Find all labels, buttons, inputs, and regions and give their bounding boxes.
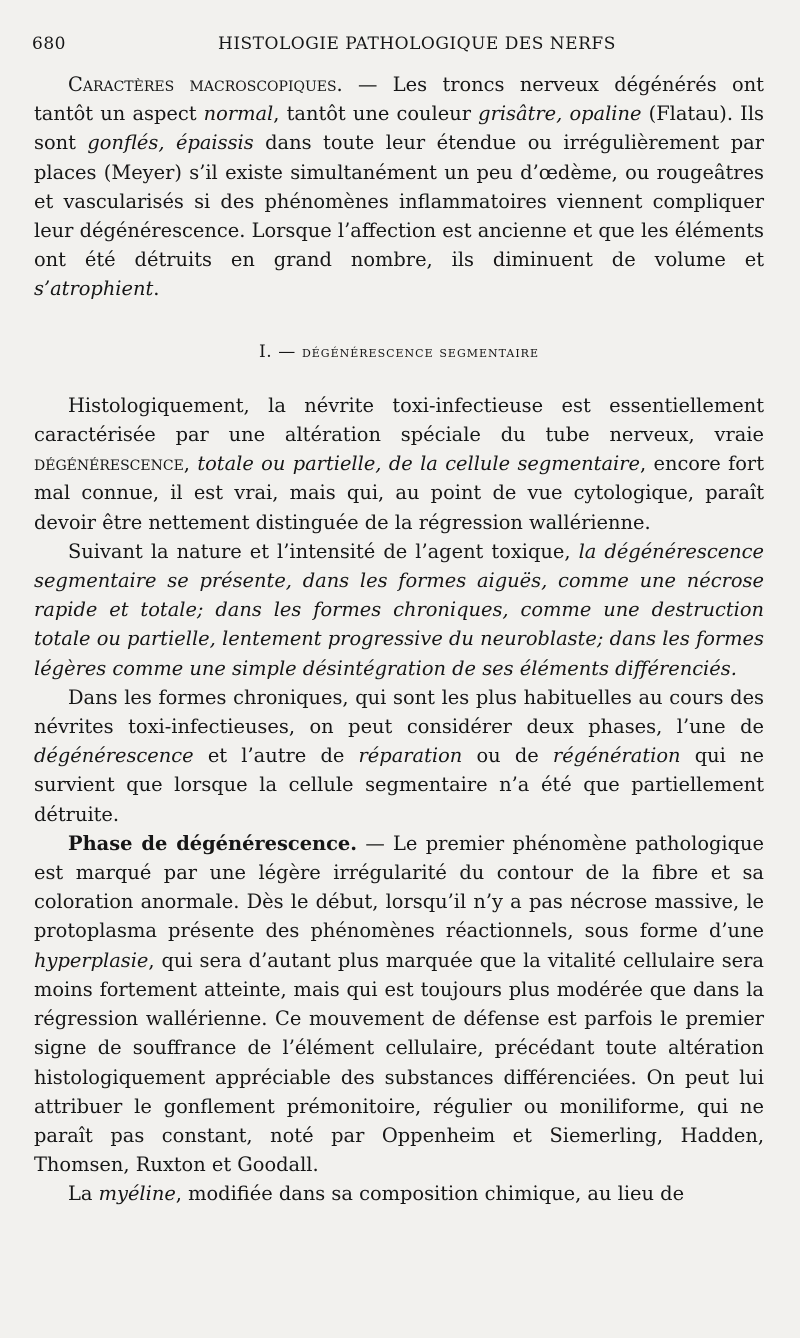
italic-run: s’atrophient <box>34 277 154 301</box>
paragraph-histology <box>34 391 764 537</box>
text-run: — Les troncs nerveux dégénérés ont tantôt un aspect <box>34 73 764 126</box>
italic-run: myéline <box>98 1182 176 1206</box>
text-run: dans toute leur étendue ou irrégulièrement par places (Meyer) s’il existe simultanément un peu d’œdème, ou rougeâtres et vascularisés si des phénomènes inflammatoires viennent compliquer leur dégénérescence. Lorsque l’affection est ancienne et que les éléments ont été détruits en grand nombre, ils diminuent de volume et <box>34 131 764 272</box>
text-run: ou de <box>462 744 553 768</box>
small-caps-run: dégénérescence <box>34 452 184 476</box>
paragraph-macroscopic <box>34 70 764 304</box>
text-run: , encore fort mal connue, il est vrai, mais qui, au point de vue cytologique, paraît devoir être nettement distinguée de la régression wallérienne. <box>34 452 764 534</box>
running-title: HISTOLOGIE PATHOLOGIQUE DES NERFS <box>218 34 616 54</box>
text-run: , qui sera d’autant plus marquée que la vitalité cellulaire sera moins fortement atteinte, mais qui est toujours plus modérée que dans la régression wallérienne. Ce mouvement de défense est parfois le premier signe de souffrance de l’élément cellulaire, précédant toute altération histologiquement appréciable des substances différenciées. On peut lui attribuer le gonflement prémonitoire, régulier ou moniliforme, qui ne paraît pas constant, noté par Oppenheim et Siemerling, Hadden, Thomsen, Ruxton et Goodall. <box>34 948 764 1177</box>
italic-run: réparation <box>358 744 463 768</box>
text-run: La <box>68 1182 99 1206</box>
paragraph-lead: Caractères macroscopiques. <box>68 73 343 96</box>
text-run: (Flatau). Ils sont <box>34 102 764 155</box>
text-run: , modifiée dans sa composition chimique, au lieu de <box>175 1182 685 1206</box>
running-head <box>32 34 772 58</box>
text-run: . <box>153 277 160 301</box>
italic-run: normal <box>203 102 274 126</box>
italic-run: hyperplasie <box>34 948 149 972</box>
text-run: — Le premier phénomène pathologique est marqué par une légère irrégularité du contour de la fibre et sa coloration anormale. Dès le début, lorsqu’il n’y a pas nécrose massive, le protoplasma présente des phénomènes réactionnels, sous forme d’une <box>34 831 764 943</box>
italic-run: totale ou partielle, de la cellule segmentaire <box>197 452 640 476</box>
text-run: Suivant la nature et l’intensité de l’agent toxique, <box>68 539 579 563</box>
italic-run: la dégénérescence segmentaire se présente, dans les formes aiguës, comme une nécrose rapide et totale; dans les formes chroniques, comme une destruction totale ou partielle, lentement progressive du neuroblaste; dans les formes légères comme une simple désintégration de ses éléments différenciés. <box>34 539 764 680</box>
section-title: dégénérescence segmentaire <box>301 342 539 361</box>
text-run: , tantôt une couleur <box>273 102 479 126</box>
text-run: qui ne survient que lorsque la cellule segmentaire n’a été que partiellement détruite. <box>34 744 764 826</box>
paragraph-chronic-forms <box>34 683 764 829</box>
italic-run: régénération <box>552 744 681 768</box>
italic-run: gonflés, épaissis <box>87 131 254 155</box>
body-text <box>34 70 764 1209</box>
section-heading <box>34 338 764 367</box>
bold-run: Phase de dégénérescence. <box>68 831 358 855</box>
text-run: Dans les formes chroniques, qui sont les plus habituelles au cours des névrites toxi-infectieuses, on peut considérer deux phases, l’une de <box>34 685 764 739</box>
paragraph-myelin <box>34 1179 764 1208</box>
italic-run: dégénérescence <box>34 744 194 768</box>
page-number: 680 <box>32 34 66 54</box>
italic-run: grisâtre, opaline <box>478 102 642 126</box>
section-number: I. — <box>258 341 296 362</box>
paragraph-toxic-agent <box>34 537 764 683</box>
text-run: , <box>183 452 198 476</box>
paragraph-degeneration-phase <box>34 829 764 1179</box>
text-run: et l’autre de <box>193 744 359 768</box>
text-run: Histologiquement, la névrite toxi-infectieuse est essentiellement caractérisée par une altération spéciale du tube nerveux, vraie <box>34 393 764 447</box>
